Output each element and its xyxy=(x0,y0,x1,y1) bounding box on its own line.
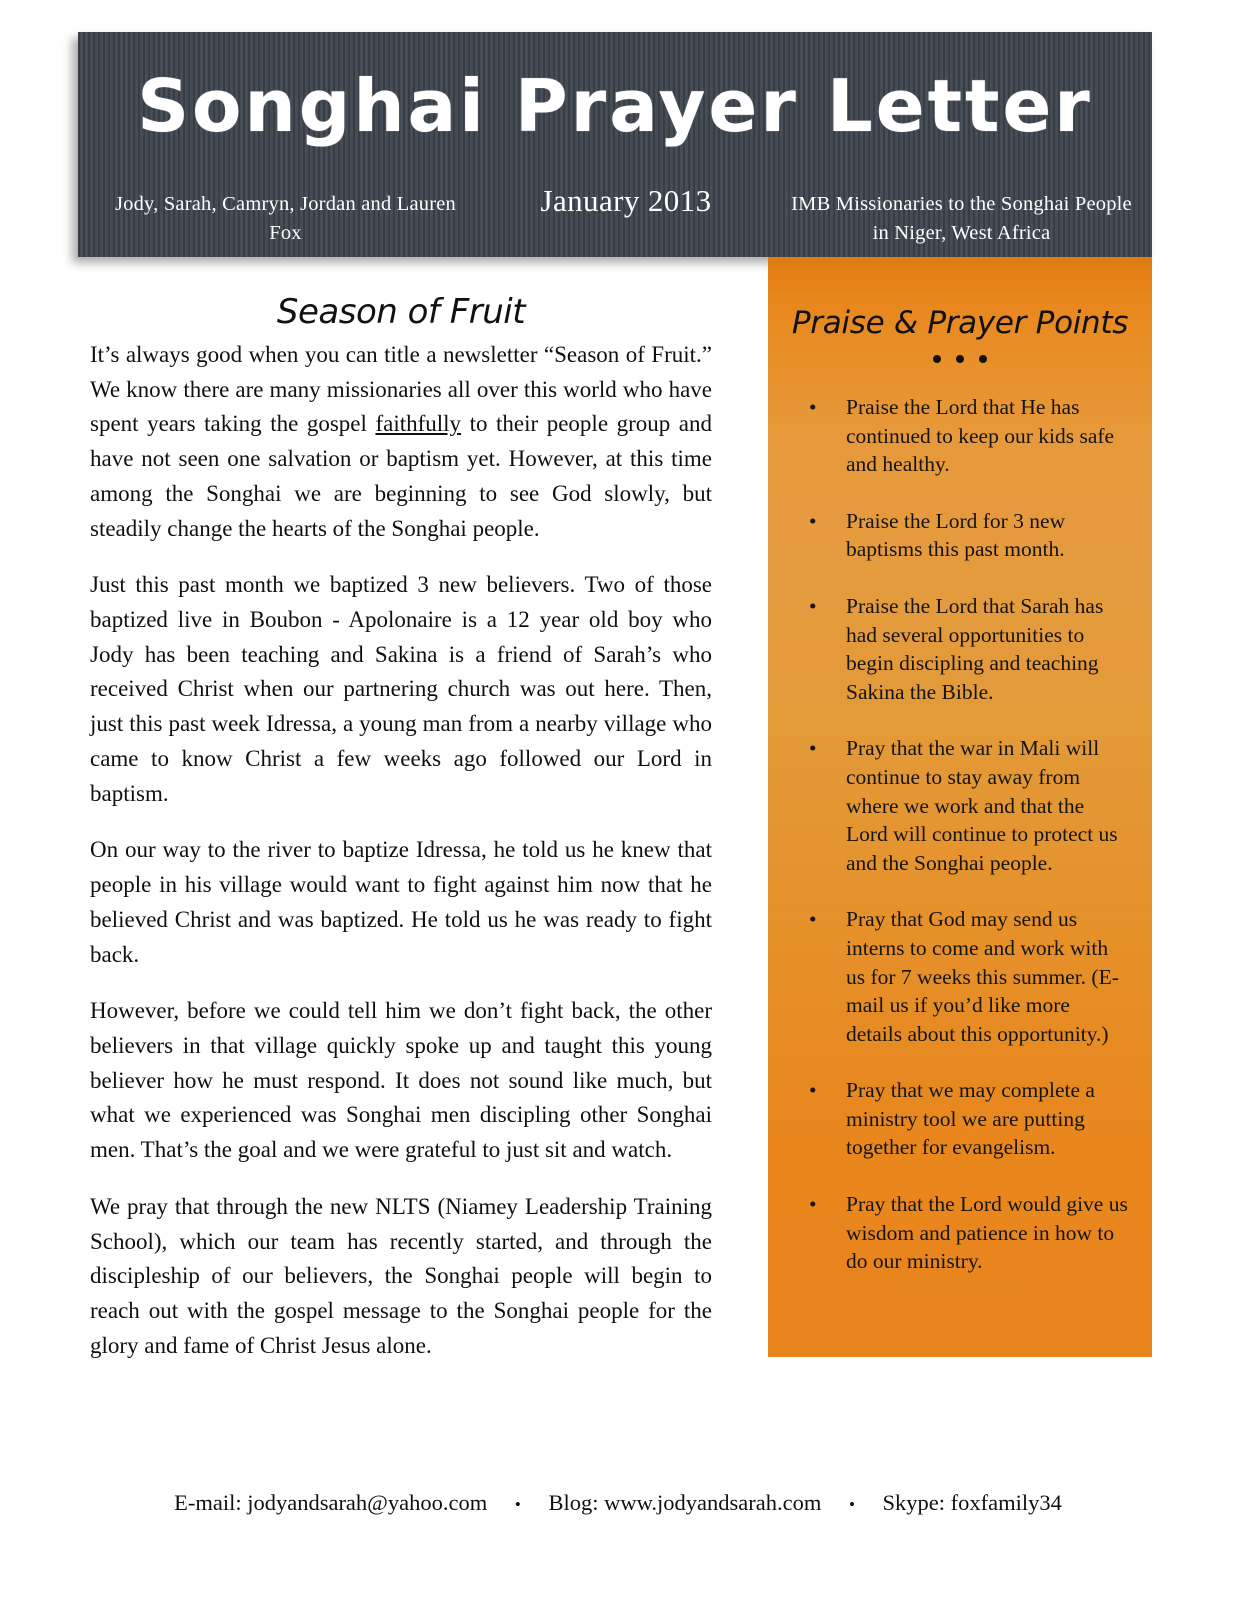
prayer-point-item xyxy=(796,905,1130,1048)
organization-line: IMB Missionaries to the Songhai People in Niger, West Africa xyxy=(791,193,1132,245)
prayer-point-item xyxy=(796,507,1130,564)
bullet-icon: • xyxy=(809,736,817,761)
article-paragraph-3: On our way to the river to baptize Idressa, he told us he knew that people in his village would want to fight against him now that he believed Christ and was baptized. He told us he was ready to fight back. xyxy=(90,837,712,967)
family-names: Jody, Sarah, Camryn, Jordan and Lauren Fox xyxy=(114,193,456,245)
article-paragraph-1 xyxy=(90,338,712,546)
prayer-point-text: Pray that we may complete a ministry tool we are putting together for evangelism. xyxy=(846,1078,1095,1160)
prayer-point-text: Pray that God may send us interns to come and work with us for 7 weeks this summer. (E-mail us if you’d like more details about this opportunity.) xyxy=(846,907,1119,1046)
prayer-point-item xyxy=(796,1076,1130,1162)
issue-date: January 2013 xyxy=(540,183,712,218)
prayer-point-item xyxy=(796,592,1130,706)
bullet-icon: • xyxy=(809,1192,817,1217)
footer-skype[interactable]: Skype: foxfamily34 xyxy=(882,1490,1062,1515)
prayer-point-item xyxy=(796,393,1130,479)
bullet-icon: • xyxy=(809,907,817,932)
prayer-point-text: Pray that the war in Mali will continue to stay away from where we work and that the Lord will continue to protect us and the Songhai people. xyxy=(846,736,1118,875)
prayer-point-text: Praise the Lord that Sarah has had several opportunities to begin discipling and teaching Sakina the Bible. xyxy=(846,593,1104,704)
footer-email[interactable]: E-mail: jodyandsarah@yahoo.com xyxy=(174,1490,488,1515)
bullet-icon: • xyxy=(809,593,817,618)
footer-blog[interactable]: Blog: www.jodyandsarah.com xyxy=(548,1490,822,1515)
bullet-icon: • xyxy=(809,395,817,419)
bullet-icon: • xyxy=(809,1078,817,1103)
article-column xyxy=(90,292,712,1385)
article-title: Season of Fruit xyxy=(276,292,526,332)
prayer-point-text: Praise the Lord for 3 new baptisms this past month. xyxy=(846,508,1066,562)
bullet-icon: • xyxy=(809,508,817,533)
article-paragraph-4: However, before we could tell him we don’t fight back, the other believers in that village quickly spoke up and taught this young believer how he must respond. It does not sound like much, but what we experienced was Songhai men discipling other Songhai men. That’s the goal and we were grateful to just sit and watch. xyxy=(90,998,712,1163)
emphasis-faithfully: faithfully xyxy=(375,411,462,437)
masthead-banner xyxy=(78,32,1152,257)
prayer-points-list xyxy=(768,363,1152,1276)
footer-separator-dot-icon: • xyxy=(514,1494,521,1514)
newsletter-title: Songhai Prayer Letter xyxy=(137,64,1093,148)
dot-divider-ornament xyxy=(768,355,1152,363)
article-paragraph-2: Just this past month we baptized 3 new believers. Two of those baptized live in Boubon - Apolonaire is a 12 year old boy who Jody has been teaching and Sakina is a friend of Sarah’s who received Christ when our partnering church was out here. Then, just this past week Idressa, a young man from a nearby village who came to know Christ a few weeks ago followed our Lord in baptism. xyxy=(90,572,712,806)
divider-dot-icon xyxy=(979,355,987,363)
paragraph-1-part-b: to their people group and have not seen one salvation or baptism yet. However, at this time among the Songhai we are beginning to see God slowly, but steadily change the hearts of the Songhai people. xyxy=(90,411,712,541)
article-paragraph-5: We pray that through the new NLTS (Niamey Leadership Training School), which our team has recently started, and through the discipleship of our believers, the Songhai people will begin to reach out with the gospel message to the Songhai people for the glory and fame of Christ Jesus alone. xyxy=(90,1193,712,1358)
prayer-point-item xyxy=(796,1190,1130,1276)
prayer-points-sidebar xyxy=(768,257,1152,1357)
masthead-meta-row xyxy=(108,184,1134,248)
sidebar-heading: Praise & Prayer Points xyxy=(791,305,1129,341)
prayer-point-text: Pray that the Lord would give us wisdom and patience in how to do our ministry. xyxy=(846,1192,1128,1274)
divider-dot-icon xyxy=(956,355,964,363)
paragraph-1-part-a: It’s always good when you can title a newsletter “Season of Fruit.” We know there are many missionaries all over this world who have spent years taking the gospel xyxy=(90,342,712,437)
divider-dot-icon xyxy=(933,355,941,363)
footer-separator-dot-icon: • xyxy=(848,1494,855,1514)
prayer-point-text: Praise the Lord that He has continued to keep our kids safe and healthy. xyxy=(846,395,1115,477)
prayer-point-item xyxy=(796,734,1130,877)
contact-footer xyxy=(0,1490,1236,1516)
